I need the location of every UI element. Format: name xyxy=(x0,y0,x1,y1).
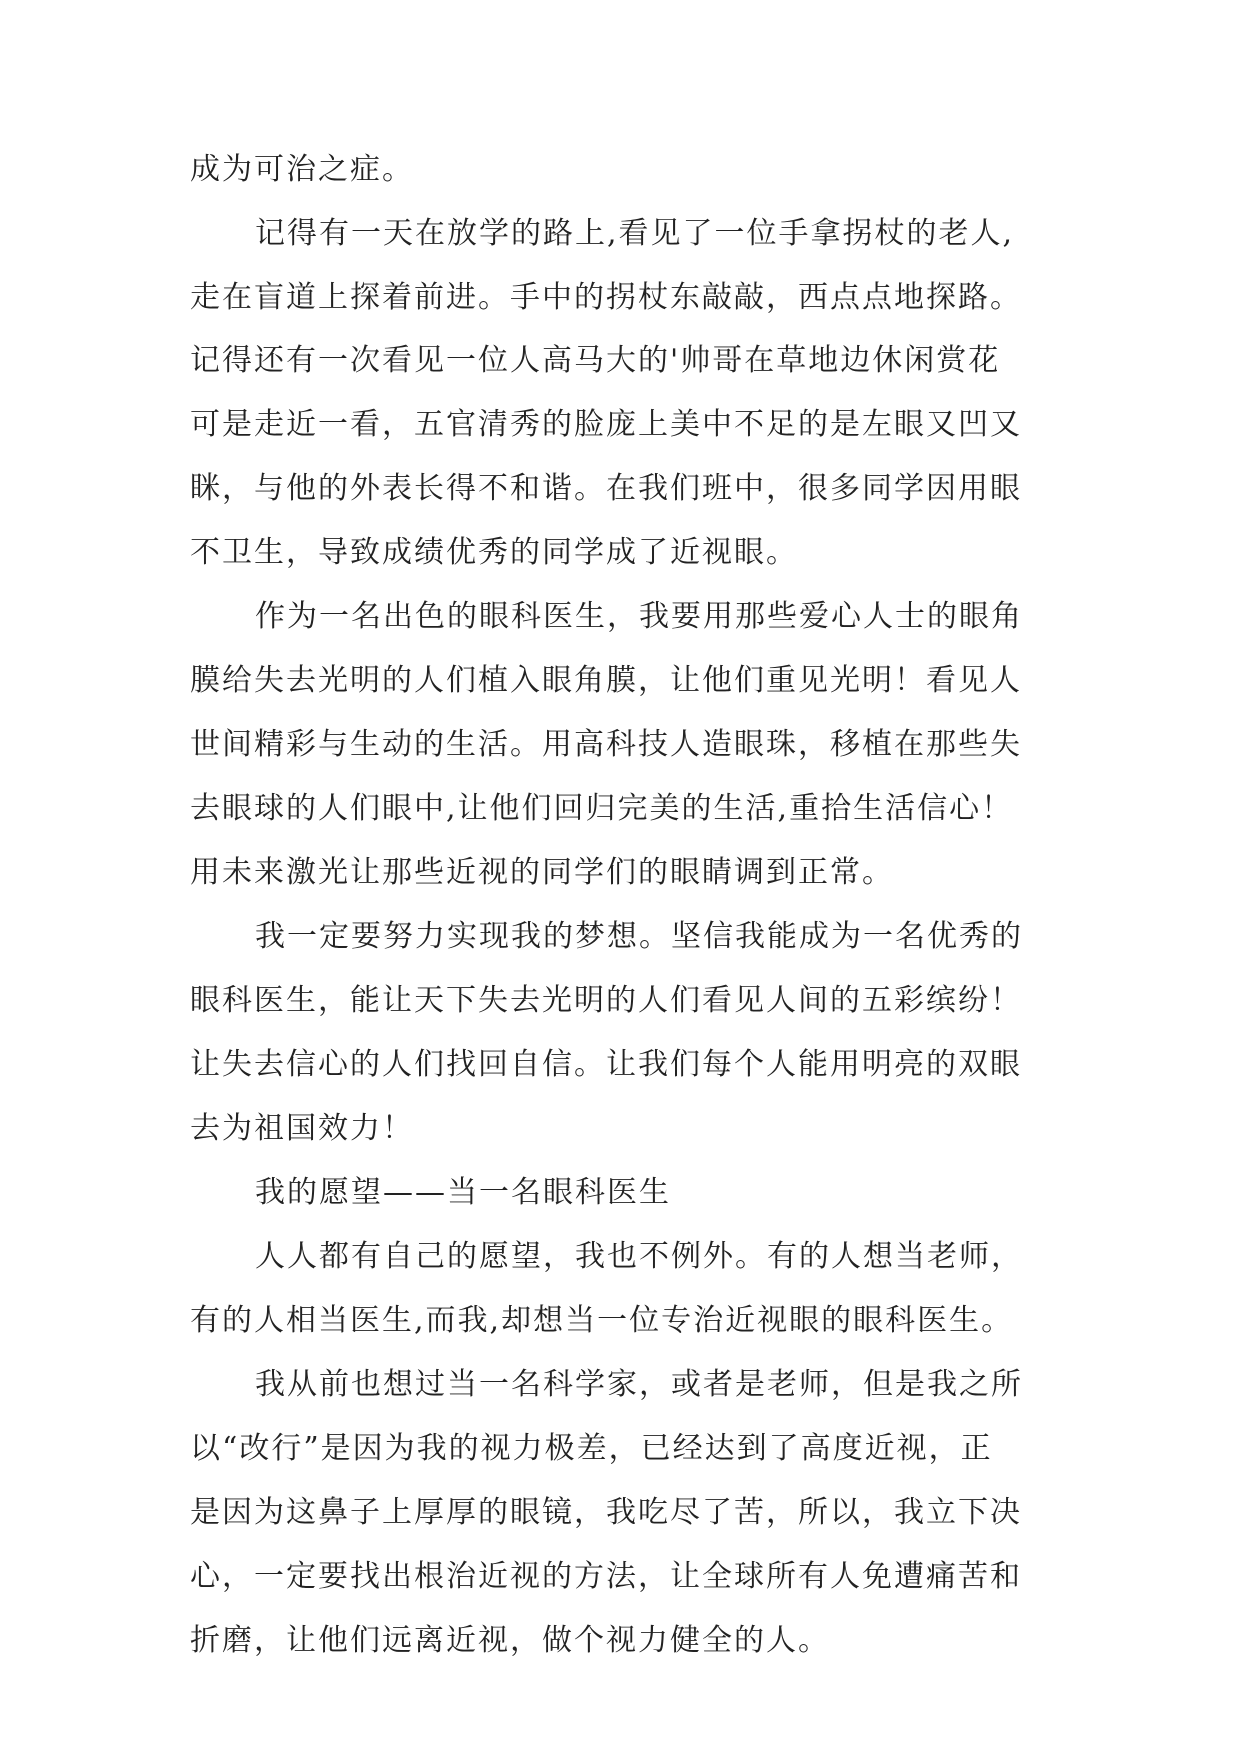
text-line: 可是走近一看，五官清秀的脸庞上美中不足的是左眼又凹又 xyxy=(190,407,1022,442)
text-line: 是因为这鼻子上厚厚的眼镜，我吃尽了苦，所以，我立下决 xyxy=(190,1495,1022,1530)
text-line: 我一定要努力实现我的梦想。坚信我能成为一名优秀的 xyxy=(255,919,1023,954)
text-line: 膜给失去光明的人们植入眼角膜，让他们重见光明！看见人 xyxy=(190,663,1022,698)
text-line: 人人都有自己的愿望，我也不例外。有的人想当老师， xyxy=(255,1239,1023,1274)
text-line: 不卫生，导致成绩优秀的同学成了近视眼。 xyxy=(190,535,798,570)
text-line: 有的人相当医生,而我,却想当一位专治近视眼的眼科医生。 xyxy=(190,1303,1014,1338)
section-heading: 我的愿望——当一名眼科医生 xyxy=(255,1175,671,1210)
text-line: 记得有一天在放学的路上,看见了一位手拿拐杖的老人, xyxy=(255,216,1015,251)
text-line: 记得还有一次看见一位人高马大的'帅哥在草地边休闲赏花 xyxy=(190,343,1001,378)
text-line: 作为一名出色的眼科医生，我要用那些爱心人士的眼角 xyxy=(255,599,1023,634)
text-line: 走在盲道上探着前进。手中的拐杖东敲敲，西点点地探路。 xyxy=(190,280,1022,315)
text-line: 以“改行”是因为我的视力极差，已经达到了高度近视，正 xyxy=(190,1431,993,1466)
text-line: 眯，与他的外表长得不和谐。在我们班中，很多同学因用眼 xyxy=(190,471,1022,506)
text-line: 世间精彩与生动的生活。用高科技人造眼珠，移植在那些失 xyxy=(190,727,1022,762)
text-line: 去眼球的人们眼中,让他们回归完美的生活,重拾生活信心！ xyxy=(190,791,1014,826)
text-line: 让失去信心的人们找回自信。让我们每个人能用明亮的双眼 xyxy=(190,1047,1022,1082)
text-line: 去为祖国效力！ xyxy=(190,1111,414,1146)
text-line: 眼科医生，能让天下失去光明的人们看见人间的五彩缤纷！ xyxy=(190,983,1022,1018)
text-line: 折磨，让他们远离近视，做个视力健全的人。 xyxy=(190,1623,830,1658)
text-line: 我从前也想过当一名科学家，或者是老师，但是我之所 xyxy=(255,1367,1023,1402)
text-line: 成为可治之症。 xyxy=(190,152,414,187)
text-line: 心，一定要找出根治近视的方法，让全球所有人免遭痛苦和 xyxy=(190,1559,1022,1594)
text-line: 用未来激光让那些近视的同学们的眼睛调到正常。 xyxy=(190,855,894,890)
